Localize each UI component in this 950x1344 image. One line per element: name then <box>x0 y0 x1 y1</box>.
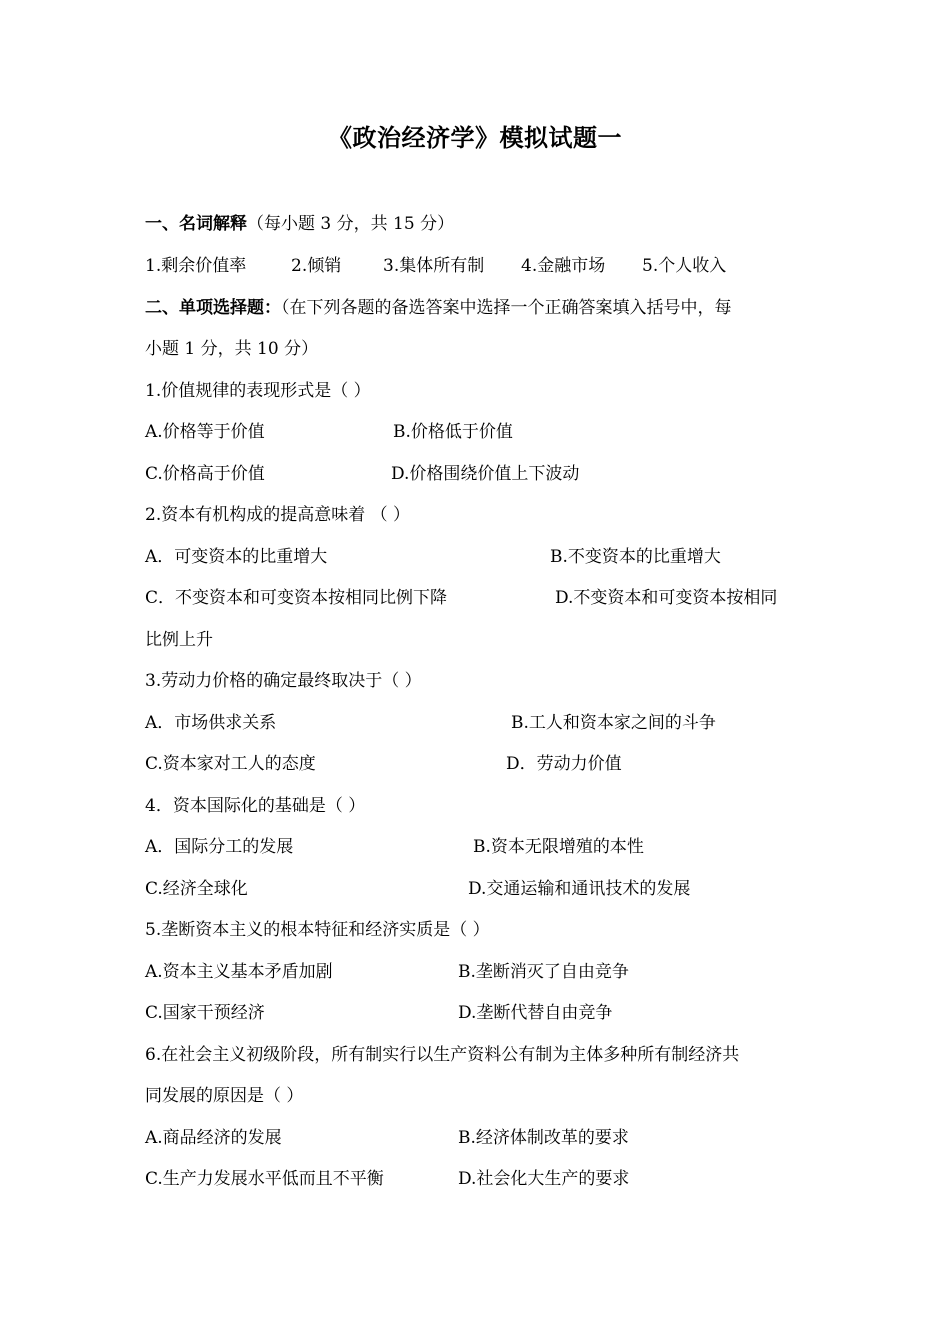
term-5: 5.个人收入 <box>642 256 727 276</box>
question-2-stem: 2.资本有机构成的提高意味着 （ ） <box>145 505 411 525</box>
section1-heading-line <box>145 212 454 236</box>
q1-option-a: A.价格等于价值 <box>145 422 265 442</box>
q3-option-a: A．市场供求关系 <box>145 713 277 733</box>
q1-option-d: D.价格围绕价值上下波动 <box>391 464 580 484</box>
question-4-stem: 4．资本国际化的基础是（ ） <box>145 796 366 816</box>
q1-option-c: C.价格高于价值 <box>145 464 265 484</box>
q5-option-d: D.垄断代替自由竞争 <box>458 1003 613 1023</box>
question-5-options-row-1 <box>145 960 805 984</box>
question-4-options-row-1 <box>145 835 805 859</box>
q2-option-c: C．不变资本和可变资本按相同比例下降 <box>145 588 448 608</box>
question-2-options-row-2 <box>145 586 805 610</box>
question-1-stem: 1.价值规律的表现形式是（ ） <box>145 381 371 401</box>
q4-option-a: A．国际分工的发展 <box>145 837 294 857</box>
term-3: 3.集体所有制 <box>383 256 485 276</box>
term-1: 1.剩余价值率 <box>145 256 247 276</box>
question-3-options-row-2 <box>145 752 805 776</box>
q5-option-a: A.资本主义基本矛盾加剧 <box>145 962 333 982</box>
question-6-stem-line1: 6.在社会主义初级阶段，所有制实行以生产资料公有制为主体多种所有制经济共 <box>145 1045 740 1065</box>
q1-option-b: B.价格低于价值 <box>393 422 513 442</box>
question-4-options-row-2 <box>145 877 805 901</box>
question-6-options-row-1 <box>145 1126 805 1150</box>
q6-option-a: A.商品经济的发展 <box>145 1128 282 1148</box>
q4-option-d: D.交通运输和通讯技术的发展 <box>468 879 691 899</box>
question-1-options-row-2 <box>145 462 805 486</box>
section2-heading-line <box>145 296 732 320</box>
question-2-options-row-1 <box>145 545 805 569</box>
q4-option-c: C.经济全球化 <box>145 879 248 899</box>
q3-option-c: C.资本家对工人的态度 <box>145 754 316 774</box>
section2-note-line1: （在下列各题的备选答案中选择一个正确答案填入括号中，每 <box>281 298 732 318</box>
question-3-options-row-1 <box>145 711 805 735</box>
section1-note: （每小题 3 分，共 15 分） <box>247 214 455 234</box>
term-2: 2.倾销 <box>291 256 342 276</box>
section2-heading: 二、单项选择题： <box>145 298 281 318</box>
question-6-options-row-2 <box>145 1167 805 1191</box>
q2-option-d: D.不变资本和可变资本按相同 <box>555 588 778 608</box>
q4-option-b: B.资本无限增殖的本性 <box>473 837 644 857</box>
q2-option-d-continuation: 比例上升 <box>145 630 213 650</box>
q5-option-b: B.垄断消灭了自由竞争 <box>458 962 629 982</box>
question-3-stem: 3.劳动力价格的确定最终取决于（ ） <box>145 671 422 691</box>
q5-option-c: C.国家干预经济 <box>145 1003 265 1023</box>
term-4: 4.金融市场 <box>521 256 606 276</box>
q6-option-b: B.经济体制改革的要求 <box>458 1128 629 1148</box>
document-title: 《政治经济学》模拟试题一 <box>328 123 622 152</box>
question-6-stem-line2: 同发展的原因是（ ） <box>145 1086 304 1106</box>
section2-note-line2: 小题 1 分，共 10 分） <box>145 339 319 359</box>
question-1-options-row-1 <box>145 420 805 444</box>
q2-option-a: A．可变资本的比重增大 <box>145 547 328 567</box>
section1-heading: 一、名词解释 <box>145 214 247 234</box>
q3-option-b: B.工人和资本家之间的斗争 <box>511 713 716 733</box>
q3-option-d: D．劳动力价值 <box>506 754 622 774</box>
question-5-options-row-2 <box>145 1001 805 1025</box>
q6-option-d: D.社会化大生产的要求 <box>458 1169 630 1189</box>
q6-option-c: C.生产力发展水平低而且不平衡 <box>145 1169 384 1189</box>
question-5-stem: 5.垄断资本主义的根本特征和经济实质是（ ） <box>145 920 490 940</box>
q2-option-b: B.不变资本的比重增大 <box>550 547 721 567</box>
terms-row <box>145 254 805 278</box>
